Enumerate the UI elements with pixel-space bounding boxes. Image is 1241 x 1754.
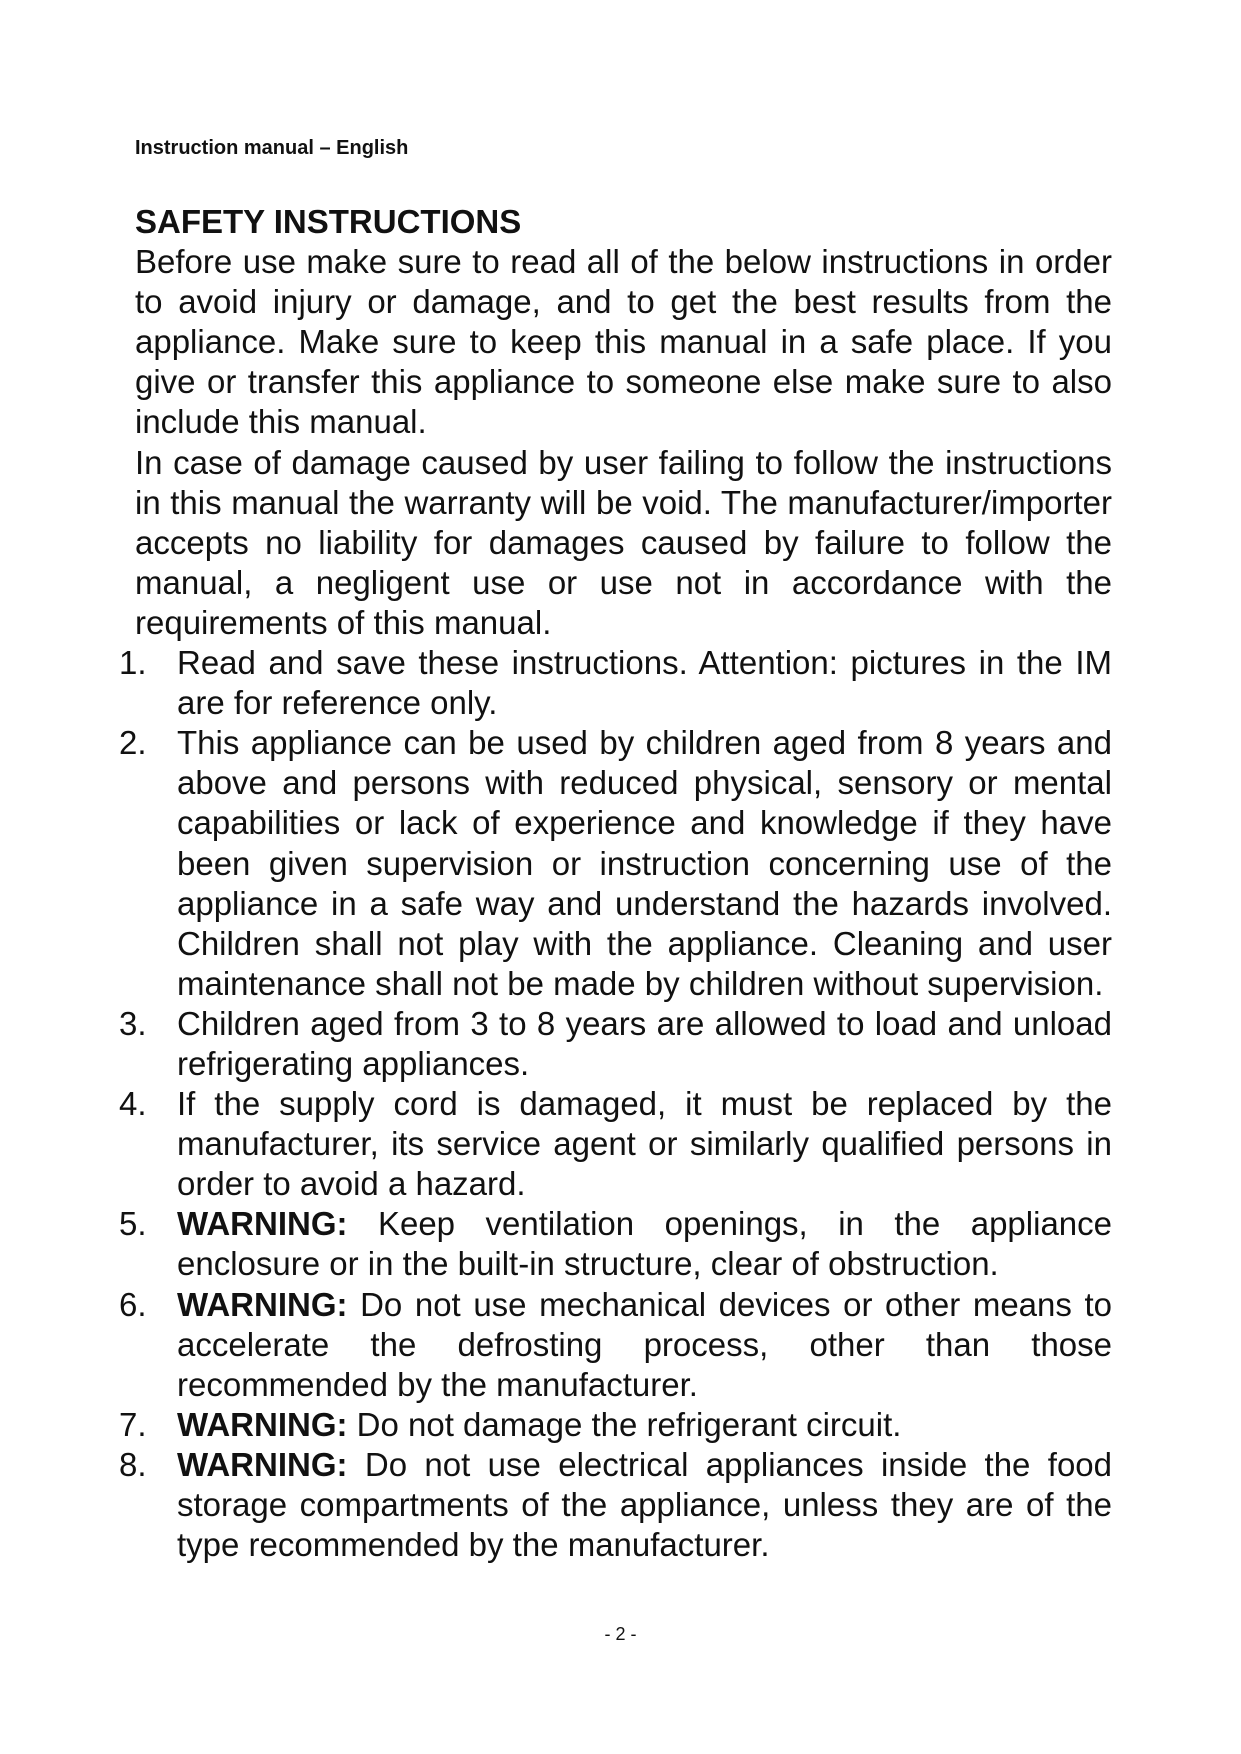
list-item [119,1445,1113,1565]
item-text: If the supply cord is damaged, it must be replaced by the manufacturer, its service agent or similarly qualified persons in order to avoid a hazard. [177,1085,1112,1203]
list-item [119,1084,1112,1204]
list-item [119,1285,1112,1405]
item-text: This appliance can be used by children aged from 8 years and above and persons with reduced physical, sensory or mental capabilities or lack of experience and knowledge if they have been given supervision or instruction concerning use of the appliance in a safe way and understand the hazards involved. Children shall not play with the appliance. Cleaning and user maintenance shall not be made by children without supervision. [177,724,1112,1002]
warning-label: WARNING: [177,1445,348,1483]
list-item [119,643,1112,723]
item-number: 2. [119,724,147,762]
list-item [119,1204,1112,1284]
list-item [119,1004,1112,1084]
page-number: - 2 - [604,1624,637,1644]
document-header-label: Instruction manual – English [135,137,409,159]
item-number: 5. [119,1205,147,1243]
item-number: 8. [119,1445,147,1483]
item-number: 3. [119,1004,147,1042]
list-item [119,723,1112,1004]
item-number: 7. [119,1405,147,1443]
list-item [119,1405,1112,1445]
item-text: Do not use electrical appliances inside the food storage compartments of the appliance, unless they are of the type recommended by the manufacturer. [177,1445,1113,1564]
warning-label: WARNING: [177,1405,348,1443]
item-number: 6. [119,1285,147,1323]
item-text: Keep ventilation openings, in the appliance enclosure or in the built-in structure, clear of obstruction. [177,1205,1112,1283]
item-number: 1. [119,644,147,682]
item-text: Children aged from 3 to 8 years are allowed to load and unload refrigerating appliances. [177,1004,1112,1082]
warranty-paragraph: In case of damage caused by user failing to follow the instructions in this manual the warranty will be void. The manufacturer/importer accepts no liability for damages caused by failure to follow the manual, a negligent use or use not in accordance with the requirements of this manual. [135,443,1112,641]
item-text: Do not use mechanical devices or other means to accelerate the defrosting process, other than those recommended by the manufacturer. [177,1285,1112,1403]
section-title: SAFETY INSTRUCTIONS [135,203,522,240]
warning-label: WARNING: [177,1205,348,1243]
safety-list [119,643,1113,1565]
item-text: Read and save these instructions. Attention: pictures in the IM are for reference only. [177,644,1112,722]
safety-instructions-section [119,202,1113,1565]
warning-label: WARNING: [177,1285,348,1323]
item-number: 4. [119,1085,147,1123]
item-text: Do not damage the refrigerant circuit. [356,1405,902,1443]
intro-paragraph: Before use make sure to read all of the below instructions in order to avoid injury or damage, and to get the best results from the appliance. Make sure to keep this manual in a safe place. If you give or transfer this appliance to someone else make sure to also include this manual. [135,243,1112,441]
